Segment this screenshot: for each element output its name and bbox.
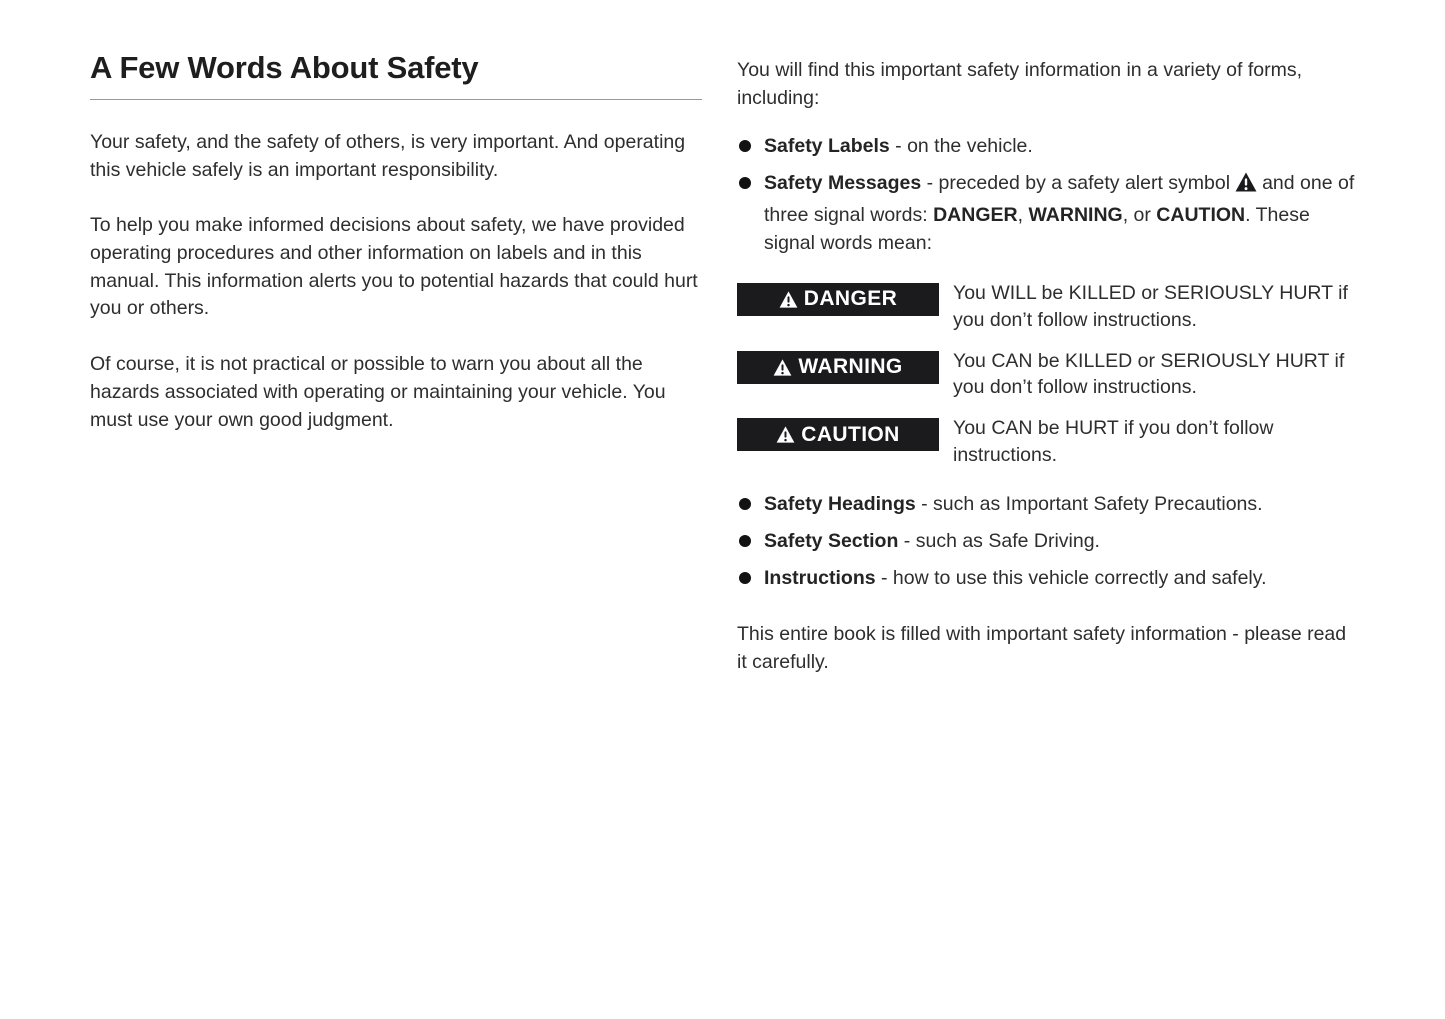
caution-description: You CAN be HURT if you don’t follow instructions.	[953, 417, 1274, 467]
warning-badge-label: WARNING	[798, 355, 903, 378]
bullet-icon	[739, 498, 751, 510]
bullet-text	[764, 527, 1100, 555]
bullet-item-safety-headings	[737, 490, 1355, 518]
signal-word-warning: WARNING	[1028, 203, 1123, 226]
separator-text: ,	[1017, 203, 1029, 226]
bullet-rest: - how to use this vehicle correctly and safely.	[875, 567, 1267, 590]
bullet-text	[764, 132, 1033, 160]
signal-word-danger: DANGER	[933, 203, 1018, 226]
safety-forms-list-bottom	[737, 490, 1355, 592]
separator-text: , or	[1122, 203, 1157, 226]
bullet-rest: . These signal words mean:	[764, 203, 1310, 254]
signal-word-definitions	[737, 280, 1355, 469]
safety-alert-icon	[776, 426, 795, 443]
bullet-label: Instructions	[764, 567, 876, 590]
bullet-rest: - preceded by a safety alert symbol	[921, 172, 1231, 195]
safety-alert-icon	[1235, 172, 1257, 200]
bullet-item-safety-labels	[737, 132, 1355, 160]
bullet-label: Safety Section	[764, 530, 899, 553]
closing-paragraph: This entire book is filled with important safety information - please read it carefully.	[737, 623, 1347, 674]
safety-forms-list	[737, 132, 1355, 256]
intro-text: You will find this important safety information in a variety of forms, including:	[737, 59, 1303, 109]
bullet-label: Safety Headings	[764, 493, 916, 516]
page-title: A Few Words About Safety	[90, 50, 479, 85]
bullet-text	[764, 564, 1267, 592]
bullet-item-instructions	[737, 564, 1355, 592]
bullet-label: Safety Messages	[764, 172, 922, 195]
warning-description: You CAN be KILLED or SERIOUSLY HURT if you don’t follow instructions.	[953, 349, 1345, 399]
right-column	[737, 57, 1355, 677]
danger-badge-label: DANGER	[803, 287, 898, 311]
signal-row-danger	[737, 280, 1355, 334]
bullet-rest: - such as Safe Driving.	[898, 530, 1100, 553]
safety-alert-icon	[779, 291, 798, 308]
bullet-icon	[739, 140, 751, 152]
left-column	[90, 50, 702, 462]
body-paragraph: To help you make informed decisions about safety, we have provided operating procedures and other information on labels and in this manual. This information alerts you to potential hazards that could hurt you or others.	[90, 214, 698, 320]
safety-alert-icon	[773, 359, 792, 376]
caution-badge-label: CAUTION	[801, 422, 900, 446]
bullet-label: Safety Labels	[764, 135, 890, 158]
bullet-rest: and one of three signal words:	[764, 172, 1355, 226]
signal-word-caution: CAUTION	[1156, 203, 1246, 226]
title-rule	[90, 99, 702, 100]
danger-description: You WILL be KILLED or SERIOUSLY HURT if you don’t follow instructions.	[953, 281, 1348, 331]
signal-row-caution	[737, 415, 1355, 469]
body-paragraph: Of course, it is not practical or possible to warn you about all the hazards associated with operating or maintaining your vehicle. You must use your own good judgment.	[90, 353, 666, 431]
bullet-text	[764, 169, 1355, 256]
body-paragraph: Your safety, and the safety of others, is very important. And operating this vehicle safely is an important responsibility.	[90, 131, 686, 181]
bullet-icon	[739, 572, 751, 584]
bullet-text	[764, 490, 1263, 518]
warning-badge	[737, 351, 939, 384]
caution-badge	[737, 418, 939, 451]
bullet-icon	[739, 177, 751, 189]
danger-badge	[737, 283, 939, 316]
bullet-item-safety-section	[737, 527, 1355, 555]
bullet-rest: - such as Important Safety Precautions.	[915, 493, 1263, 516]
bullet-rest: - on the vehicle.	[889, 135, 1033, 158]
bullet-icon	[739, 535, 751, 547]
signal-row-warning	[737, 348, 1355, 402]
bullet-item-safety-messages	[737, 169, 1355, 256]
